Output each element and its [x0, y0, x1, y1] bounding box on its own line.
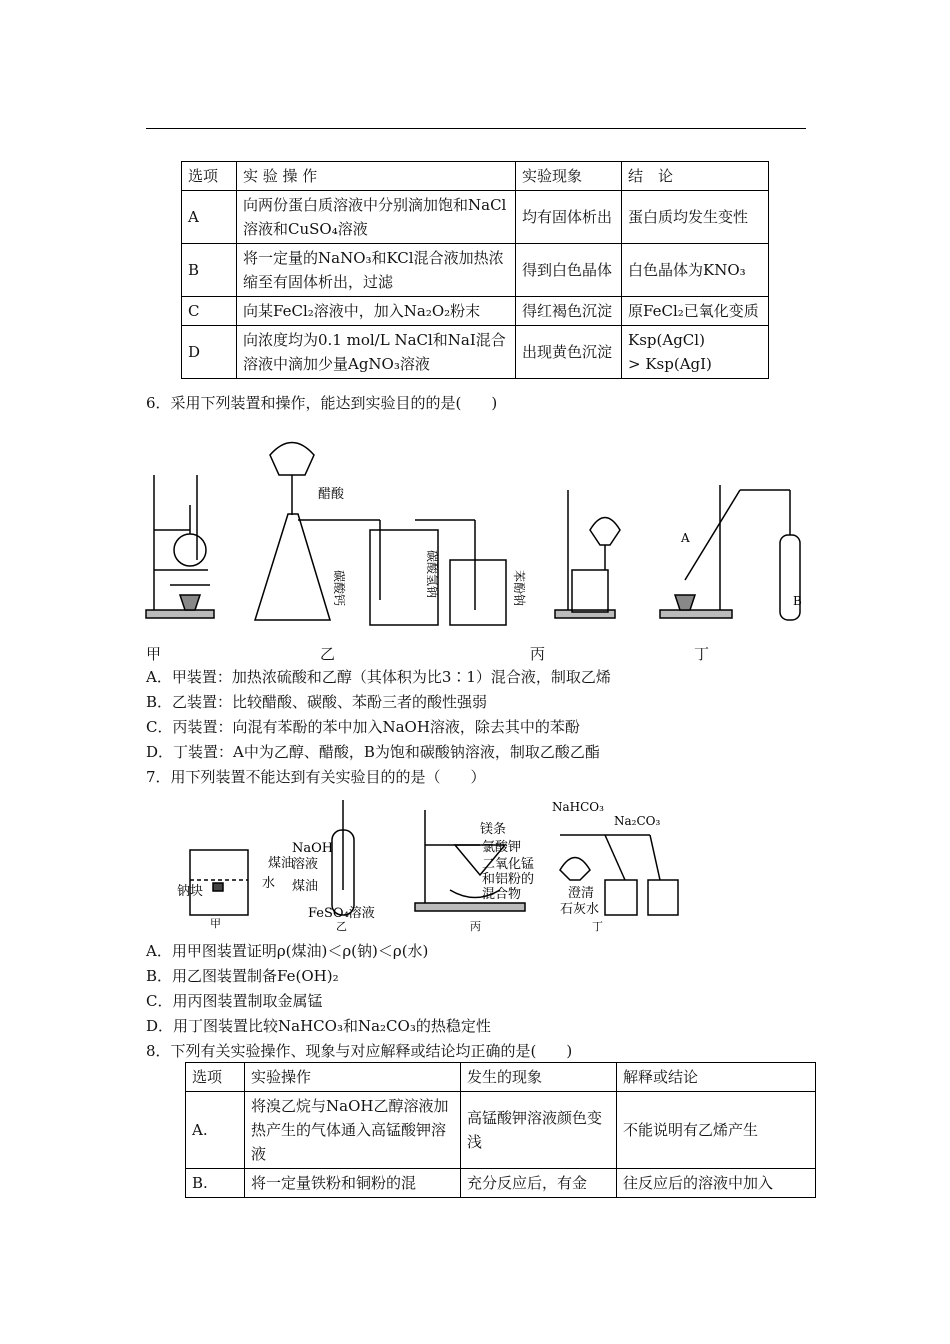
experiment-table-1: [181, 161, 769, 379]
label-solution: 溶液: [292, 857, 319, 872]
table-cell: 得红褐色沉淀: [516, 297, 622, 326]
label-water: 水: [262, 876, 276, 891]
table-cell: 得到白色晶体: [516, 244, 622, 297]
label-feso4: FeSO₄溶液: [308, 906, 375, 921]
label-mix-2: 和铝粉的: [482, 872, 535, 887]
question-6-figure: [140, 420, 820, 635]
table-cell: 向两份蛋白质溶液中分别滴加饱和NaCl溶液和CuSO₄溶液: [237, 191, 516, 244]
lab-apparatus-drawing: [140, 420, 820, 635]
table-cell: 充分反应后，有金: [461, 1169, 617, 1198]
label-kclo3: 氯酸钾: [482, 840, 522, 855]
table-cell: 将一定量的NaNO₃和KCl混合液加热浓缩至有固体析出，过滤: [237, 244, 516, 297]
table-header-row: [182, 162, 769, 191]
table-cell: 原FeCl₂已氧化变质: [622, 297, 769, 326]
table-header-row: [186, 1063, 816, 1092]
table-header-cell: 实 验 操 作: [237, 162, 516, 191]
table-cell: 将一定量铁粉和铜粉的混: [245, 1169, 461, 1198]
question-7-stem: 7．用下列装置不能达到有关实验目的的是（ ）: [146, 768, 486, 786]
table-cell: 白色晶体为KNO₃: [622, 244, 769, 297]
table-cell: Ksp(AgCl) > Ksp(AgI): [622, 326, 769, 379]
figure-label-jia-2: 甲: [210, 917, 221, 930]
question-7-figure: [177, 795, 680, 935]
label-kerosene-2: 煤油: [292, 879, 319, 894]
figure-label-ding: 丁: [694, 645, 710, 663]
question-8-stem: 8．下列有关实验操作、现象与对应解释或结论均正确的是( ): [146, 1042, 573, 1060]
table-row: [182, 244, 769, 297]
table-cell: 不能说明有乙烯产生: [617, 1092, 816, 1169]
q6-option-c: C．丙装置：向混有苯酚的苯中加入NaOH溶液，除去其中的苯酚: [146, 718, 580, 736]
label-b: B: [793, 594, 802, 608]
table-row: [186, 1169, 816, 1198]
table-cell: 向某FeCl₂溶液中，加入Na₂O₂粉末: [237, 297, 516, 326]
table-header-cell: 选项: [186, 1063, 245, 1092]
table-row: [182, 326, 769, 379]
table-header-cell: 选项: [182, 162, 237, 191]
label-sodium: 钠块: [177, 884, 204, 899]
table-row: [186, 1092, 816, 1169]
q7-option-a: A．用甲图装置证明ρ(煤油)＜ρ(钠)＜ρ(水): [146, 942, 429, 960]
label-marble: 碳酸钙: [332, 570, 346, 607]
table-cell: 蛋白质均发生变性: [622, 191, 769, 244]
figure-label-yi-2: 乙: [336, 920, 347, 933]
q6-option-a: A．甲装置：加热浓硫酸和乙醇（其体积为比3∶1）混合液，制取乙烯: [146, 668, 611, 686]
table-cell: A.: [186, 1092, 245, 1169]
lab-apparatus-drawing-2: [177, 795, 680, 935]
table-cell: D: [182, 326, 237, 379]
table-cell: 出现黄色沉淀: [516, 326, 622, 379]
q6-option-b: B．乙装置：比较醋酸、碳酸、苯酚三者的酸性强弱: [146, 693, 488, 711]
table-cell: 将溴乙烷与NaOH乙醇溶液加热产生的气体通入高锰酸钾溶液: [245, 1092, 461, 1169]
q6-option-d: D．丁装置：A中为乙醇、醋酸，B为饱和碳酸钠溶液，制取乙酸乙酯: [146, 743, 600, 761]
label-naoh: NaOH: [292, 841, 334, 856]
label-limewater-2: 石灰水: [560, 902, 600, 917]
table-header-cell: 发生的现象: [461, 1063, 617, 1092]
q7-option-b: B．用乙图装置制备Fe(OH)₂: [146, 967, 339, 985]
figure-label-jia: 甲: [146, 645, 162, 663]
table-cell: C: [182, 297, 237, 326]
header-rule: [146, 128, 806, 129]
table-cell: 向浓度均为0.1 mol/L NaCl和NaI混合溶液中滴加少量AgNO₃溶液: [237, 326, 516, 379]
label-nahco3-2: NaHCO₃: [552, 800, 604, 814]
question-6-stem: 6．采用下列装置和操作，能达到实验目的的是( ): [146, 394, 498, 412]
figure-label-yi: 乙: [320, 645, 336, 663]
table-header-cell: 实验操作: [245, 1063, 461, 1092]
label-mg: 镁条: [480, 822, 507, 837]
label-na2co3: Na₂CO₃: [614, 814, 661, 828]
label-kerosene: 煤油: [268, 856, 295, 871]
figure-label-bing: 丙: [530, 645, 546, 663]
figure-label-bing-2: 丙: [470, 920, 481, 933]
experiment-table-2: [185, 1062, 816, 1198]
label-limewater-1: 澄清: [568, 886, 595, 901]
table-header-cell: 实验现象: [516, 162, 622, 191]
table-cell: 高锰酸钾溶液颜色变浅: [461, 1092, 617, 1169]
table-header-cell: 解释或结论: [617, 1063, 816, 1092]
label-nahco3: 碳酸氢钠: [425, 550, 439, 599]
table-cell: 均有固体析出: [516, 191, 622, 244]
table-cell: B: [182, 244, 237, 297]
figure-label-ding-2: 丁: [592, 920, 603, 933]
label-a: A: [681, 531, 690, 545]
label-mix-3: 混合物: [482, 887, 522, 902]
q7-option-c: C．用丙图装置制取金属锰: [146, 992, 323, 1010]
table-row: [182, 191, 769, 244]
table-cell: 往反应后的溶液中加入: [617, 1169, 816, 1198]
label-mix-1: 二氧化锰: [482, 857, 535, 872]
table-header-cell: 结 论: [622, 162, 769, 191]
label-phenol: 苯酚钠: [512, 570, 526, 607]
table-cell: B.: [186, 1169, 245, 1198]
q7-option-d: D．用丁图装置比较NaHCO₃和Na₂CO₃的热稳定性: [146, 1017, 491, 1035]
table-row: [182, 297, 769, 326]
label-acid: 醋酸: [318, 487, 345, 502]
table-cell: A: [182, 191, 237, 244]
